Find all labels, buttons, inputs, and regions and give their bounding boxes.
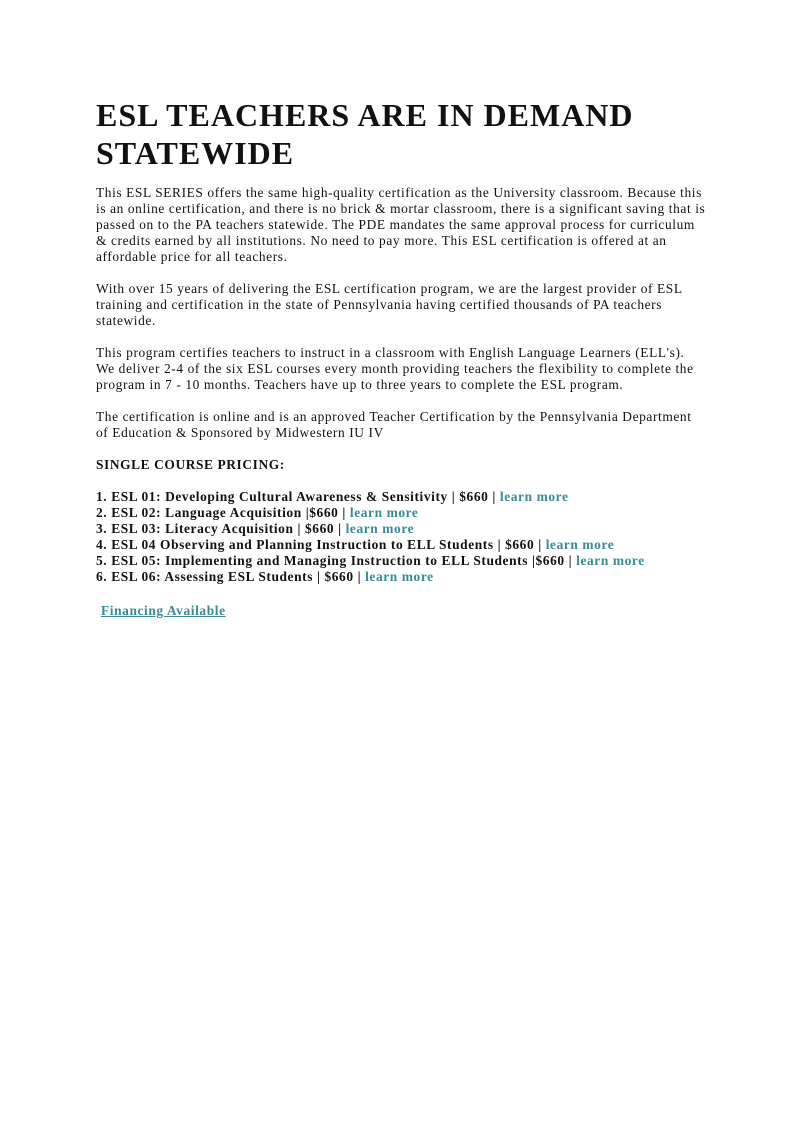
learn-more-link-esl-02[interactable]: learn more (349, 505, 419, 520)
course-label: 4. ESL 04 Observing and Planning Instruction to ELL Students | $660 | (96, 537, 546, 552)
course-label: 1. ESL 01: Developing Cultural Awareness & Sensitivity | $660 | (96, 489, 500, 504)
document-page (96, 96, 706, 619)
course-item-esl-01 (96, 489, 706, 505)
pricing-title: SINGLE COURSE PRICING: (96, 457, 285, 472)
course-label: 2. ESL 02: Language Acquisition |$660 | (96, 505, 350, 520)
course-label: 3. ESL 03: Literacy Acquisition | $660 | (96, 521, 346, 536)
certification-paragraph: The certification is online and is an approved Teacher Certification by the Pennsylvania Department of Education & Sponsored by Midwestern IU IV (96, 409, 692, 440)
learn-more-link-esl-05[interactable]: learn more (576, 553, 645, 568)
page-title: ESL TEACHERS ARE IN DEMAND STATEWIDE (96, 97, 634, 171)
financing-block (96, 603, 706, 619)
experience-paragraph: With over 15 years of delivering the ESL certification program, we are the largest provider of ESL training and certification in the state of Pennsylvania having certified thousands of PA teachers statewide. (96, 281, 683, 328)
learn-more-link-esl-04[interactable]: learn more (545, 537, 615, 552)
learn-more-link-esl-03[interactable]: learn more (345, 521, 415, 536)
learn-more-link-esl-06[interactable]: learn more (365, 569, 434, 584)
course-item-esl-02 (96, 505, 706, 521)
intro-paragraph: This ESL SERIES offers the same high-quality certification as the University classroom. Because this is an online certification, and there is no brick & mortar classroom, there is a significant saving that is passed on to the PA teachers statewide. The PDE mandates the same approval process for curriculum & credits earned by all institutions. No need to pay more. This ESL certification is offered at an affordable price for all teachers. (96, 185, 706, 264)
course-label: 6. ESL 06: Assessing ESL Students | $660 | (96, 569, 366, 584)
course-list (96, 489, 706, 585)
course-item-esl-03 (96, 521, 706, 537)
course-item-esl-06 (96, 569, 706, 585)
course-label: 5. ESL 05: Implementing and Managing Instruction to ELL Students |$660 | (96, 553, 577, 568)
course-item-esl-04 (96, 537, 706, 553)
program-paragraph: This program certifies teachers to instruct in a classroom with English Language Learners (ELL's). We deliver 2-4 of the six ESL courses every month providing teachers the flexibility to complete the program in 7 - 10 months. Teachers have up to three years to complete the ESL program. (96, 345, 694, 392)
learn-more-link-esl-01[interactable]: learn more (499, 489, 569, 504)
financing-available-link[interactable]: Financing Available (101, 603, 226, 618)
course-item-esl-05 (96, 553, 706, 569)
